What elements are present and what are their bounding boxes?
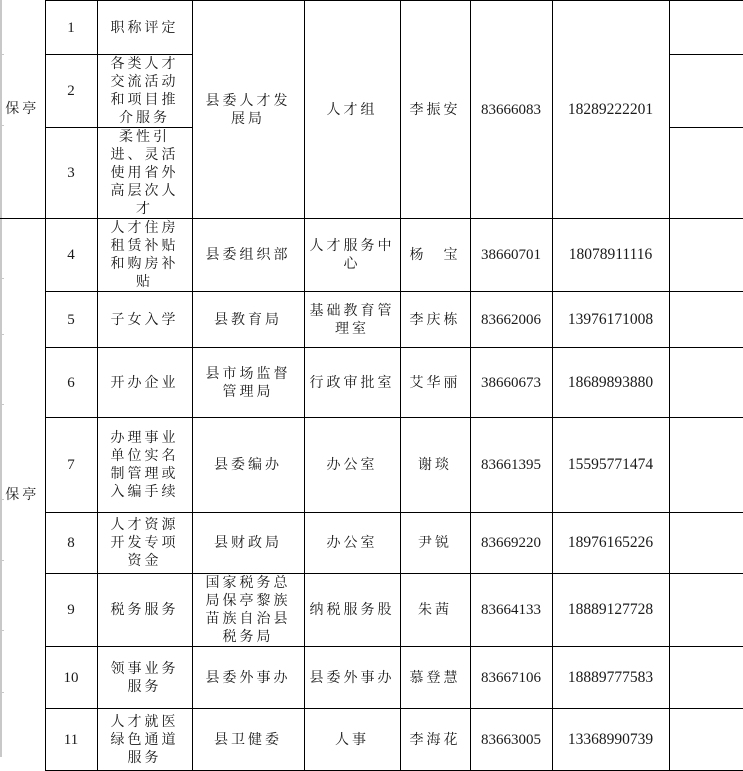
table-row (0, 418, 743, 513)
department-cell[interactable]: 县卫健委 (192, 709, 304, 771)
contact-cell[interactable]: 李庆栋 (400, 292, 470, 348)
service-cell[interactable]: 子女入学 (97, 292, 192, 348)
contact-cell[interactable]: 杨 宝 (400, 219, 470, 292)
department-cell[interactable]: 国家税务总局保亭黎族苗族自治县税务局 (192, 574, 304, 647)
department-cell[interactable]: 县委编办 (192, 418, 304, 513)
table-row (0, 574, 743, 647)
service-cell[interactable]: 各类人才交流活动和项目推介服务 (97, 55, 192, 128)
office-cell[interactable]: 县委外事办 (304, 647, 400, 709)
region-cell[interactable]: 保亭 (0, 219, 45, 771)
remark-cell[interactable] (669, 513, 743, 574)
row-number[interactable]: 6 (45, 348, 97, 418)
office-cell[interactable]: 办公室 (304, 418, 400, 513)
table-row (0, 513, 743, 574)
landline-cell[interactable]: 83662006 (470, 292, 552, 348)
mobile-cell[interactable]: 18289222201 (552, 1, 669, 219)
table-row (0, 292, 743, 348)
service-cell[interactable]: 人才资源开发专项资金 (97, 513, 192, 574)
service-cell[interactable]: 职称评定 (97, 1, 192, 55)
remark-cell[interactable] (669, 647, 743, 709)
landline-cell[interactable]: 83663005 (470, 709, 552, 771)
service-cell[interactable]: 柔性引进、灵活使用省外高层次人才 (97, 128, 192, 219)
row-number[interactable]: 7 (45, 418, 97, 513)
row-number[interactable]: 4 (45, 219, 97, 292)
row-number[interactable]: 9 (45, 574, 97, 647)
contact-cell[interactable]: 尹锐 (400, 513, 470, 574)
office-cell[interactable]: 人才组 (304, 1, 400, 219)
department-cell[interactable]: 县委外事办 (192, 647, 304, 709)
service-cell[interactable]: 人才就医绿色通道服务 (97, 709, 192, 771)
department-cell[interactable]: 县委人才发展局 (192, 1, 304, 219)
service-cell[interactable]: 人才住房租赁补贴和购房补贴 (97, 219, 192, 292)
mobile-cell[interactable]: 18976165226 (552, 513, 669, 574)
contact-cell[interactable]: 朱茜 (400, 574, 470, 647)
office-cell[interactable]: 基础教育管理室 (304, 292, 400, 348)
table-row (0, 219, 743, 292)
remark-cell[interactable] (669, 128, 743, 219)
mobile-cell[interactable]: 15595771474 (552, 418, 669, 513)
row-number[interactable]: 8 (45, 513, 97, 574)
office-cell[interactable]: 办公室 (304, 513, 400, 574)
landline-cell[interactable]: 38660701 (470, 219, 552, 292)
row-number[interactable]: 3 (45, 128, 97, 219)
mobile-cell[interactable]: 18078911116 (552, 219, 669, 292)
contact-cell[interactable]: 谢琰 (400, 418, 470, 513)
landline-cell[interactable]: 38660673 (470, 348, 552, 418)
mobile-cell[interactable]: 13976171008 (552, 292, 669, 348)
table-row (0, 647, 743, 709)
department-cell[interactable]: 县市场监督管理局 (192, 348, 304, 418)
mobile-cell[interactable]: 18889127728 (552, 574, 669, 647)
row-number[interactable]: 10 (45, 647, 97, 709)
mobile-cell[interactable]: 18889777583 (552, 647, 669, 709)
department-cell[interactable]: 县财政局 (192, 513, 304, 574)
remark-cell[interactable] (669, 348, 743, 418)
department-cell[interactable]: 县委组织部 (192, 219, 304, 292)
office-cell[interactable]: 纳税服务股 (304, 574, 400, 647)
table-row (0, 709, 743, 771)
remark-cell[interactable] (669, 219, 743, 292)
row-number[interactable]: 11 (45, 709, 97, 771)
landline-cell[interactable]: 83667106 (470, 647, 552, 709)
remark-cell[interactable] (669, 1, 743, 55)
landline-cell[interactable]: 83669220 (470, 513, 552, 574)
landline-cell[interactable]: 83664133 (470, 574, 552, 647)
contact-cell[interactable]: 艾华丽 (400, 348, 470, 418)
row-number[interactable]: 2 (45, 55, 97, 128)
row-number[interactable]: 5 (45, 292, 97, 348)
remark-cell[interactable] (669, 292, 743, 348)
service-cell[interactable]: 税务服务 (97, 574, 192, 647)
contact-cell[interactable]: 李海花 (400, 709, 470, 771)
landline-cell[interactable]: 83666083 (470, 1, 552, 219)
remark-cell[interactable] (669, 55, 743, 128)
remark-cell[interactable] (669, 709, 743, 771)
service-cell[interactable]: 领事业务服务 (97, 647, 192, 709)
mobile-cell[interactable]: 13368990739 (552, 709, 669, 771)
mobile-cell[interactable]: 18689893880 (552, 348, 669, 418)
office-cell[interactable]: 行政审批室 (304, 348, 400, 418)
region-cell[interactable]: 保亭 (0, 1, 45, 219)
row-number[interactable]: 1 (45, 1, 97, 55)
table-row (0, 348, 743, 418)
contact-cell[interactable]: 李振安 (400, 1, 470, 219)
service-cell[interactable]: 办理事业单位实名制管理或入编手续 (97, 418, 192, 513)
department-cell[interactable]: 县教育局 (192, 292, 304, 348)
landline-cell[interactable]: 83661395 (470, 418, 552, 513)
service-cell[interactable]: 开办企业 (97, 348, 192, 418)
remark-cell[interactable] (669, 574, 743, 647)
contact-cell[interactable]: 慕登慧 (400, 647, 470, 709)
office-cell[interactable]: 人才服务中心 (304, 219, 400, 292)
table-row (0, 1, 743, 55)
remark-cell[interactable] (669, 418, 743, 513)
office-cell[interactable]: 人事 (304, 709, 400, 771)
